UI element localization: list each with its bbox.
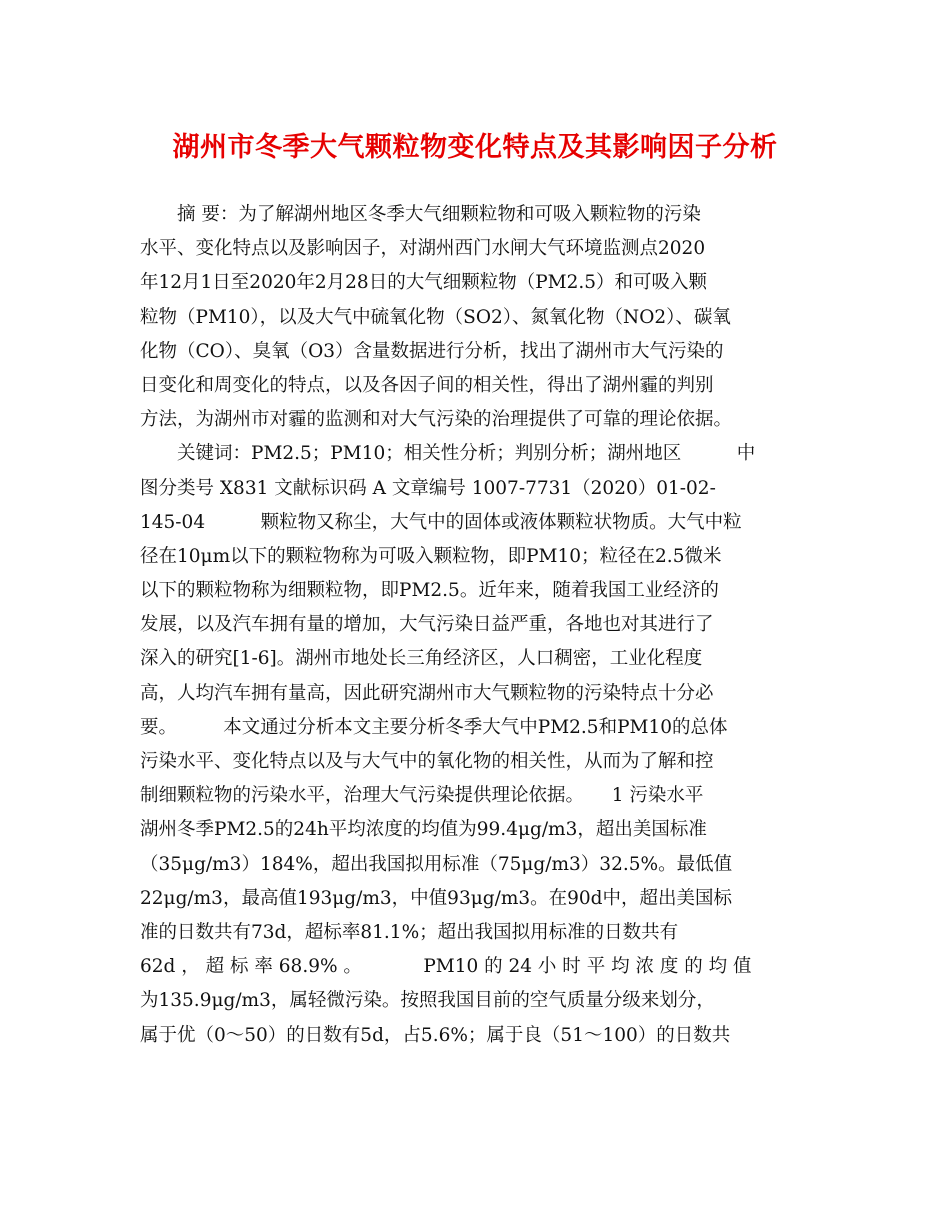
text-line: 湖州冬季PM2.5的24h平均浓度的均值为99.4μg/m3，超出美国标准	[140, 819, 707, 841]
text-line: 日变化和周变化的特点，以及各因子间的相关性，得出了湖州霾的判别	[140, 374, 714, 396]
text-line: 化物（CO）、臭氧（O3）含量数据进行分析，找出了湖州市大气污染的	[140, 340, 724, 362]
text-line: 62d ， 超 标 率 68.9% 。 PM10 的 24 小 时 平 均 浓 度 的 均 值	[140, 956, 752, 978]
text-line: 准的日数共有73d，超标率81.1%；超出我国拟用标准的日数共有	[140, 921, 679, 943]
text-line: 污染水平、变化特点以及与大气中的氧化物的相关性，从而为了解和控	[140, 751, 714, 772]
text-line: 要。 本文通过分析本文主要分析冬季大气中PM2.5和PM10的总体	[140, 716, 728, 738]
text-line: 145-04 颗粒物又称尘，大气中的固体或液体颗粒状物质。大气中粒	[140, 511, 742, 533]
text-line: 关键词：PM2.5；PM10；相关性分析；判别分析；湖州地区 中	[140, 443, 756, 465]
document-body	[140, 198, 810, 1053]
text-line: 粒物（PM10），以及大气中硫氧化物（SO2）、氮氧化物（NO2）、碳氧	[140, 306, 731, 328]
text-line: 径在10μm以下的颗粒物称为可吸入颗粒物，即PM10；粒径在2.5微米	[140, 545, 722, 567]
document-title: 湖州市冬季大气颗粒物变化特点及其影响因子分析	[172, 132, 778, 163]
text-line: 为135.9μg/m3，属轻微污染。按照我国目前的空气质量分级来划分，	[140, 990, 715, 1012]
text-line: 制细颗粒物的污染水平，治理大气污染提供理论依据。 1 污染水平	[140, 785, 704, 807]
text-line: 属于优（0～50）的日数有5d，占5.6%；属于良（51～100）的日数共	[140, 1024, 731, 1046]
text-line: 摘 要：为了解湖州地区冬季大气细颗粒物和可吸入颗粒物的污染	[140, 204, 701, 225]
text-line: 水平、变化特点以及影响因子，对湖州西门水闸大气环境监测点2020	[140, 238, 706, 260]
text-line: 图分类号 X831 文献标识码 A 文章编号 1007-7731（2020）01-02-	[140, 477, 716, 499]
text-line: 以下的颗粒物称为细颗粒物，即PM2.5。近年来，随着我国工业经济的	[140, 580, 719, 602]
text-line: 22μg/m3，最高值193μg/m3，中值93μg/m3。在90d中，超出美国标	[140, 887, 733, 909]
text-line: 深入的研究[1-6]。湖州市地处长三角经济区，人口稠密，工业化程度	[140, 648, 703, 670]
text-line: 年12月1日至2020年2月28日的大气细颗粒物（PM2.5）和可吸入颗	[140, 272, 708, 294]
text-line: （35μg/m3）184%，超出我国拟用标准（75μg/m3）32.5%。最低值	[140, 853, 733, 875]
text-line: 高，人均汽车拥有量高，因此研究湖州市大气颗粒物的污染特点十分必	[140, 682, 714, 704]
text-line: 方法，为湖州市对霾的监测和对大气污染的治理提供了可靠的理论依据。	[140, 409, 733, 431]
text-line: 发展，以及汽车拥有量的增加，大气污染日益严重，各地也对其进行了	[140, 614, 714, 636]
